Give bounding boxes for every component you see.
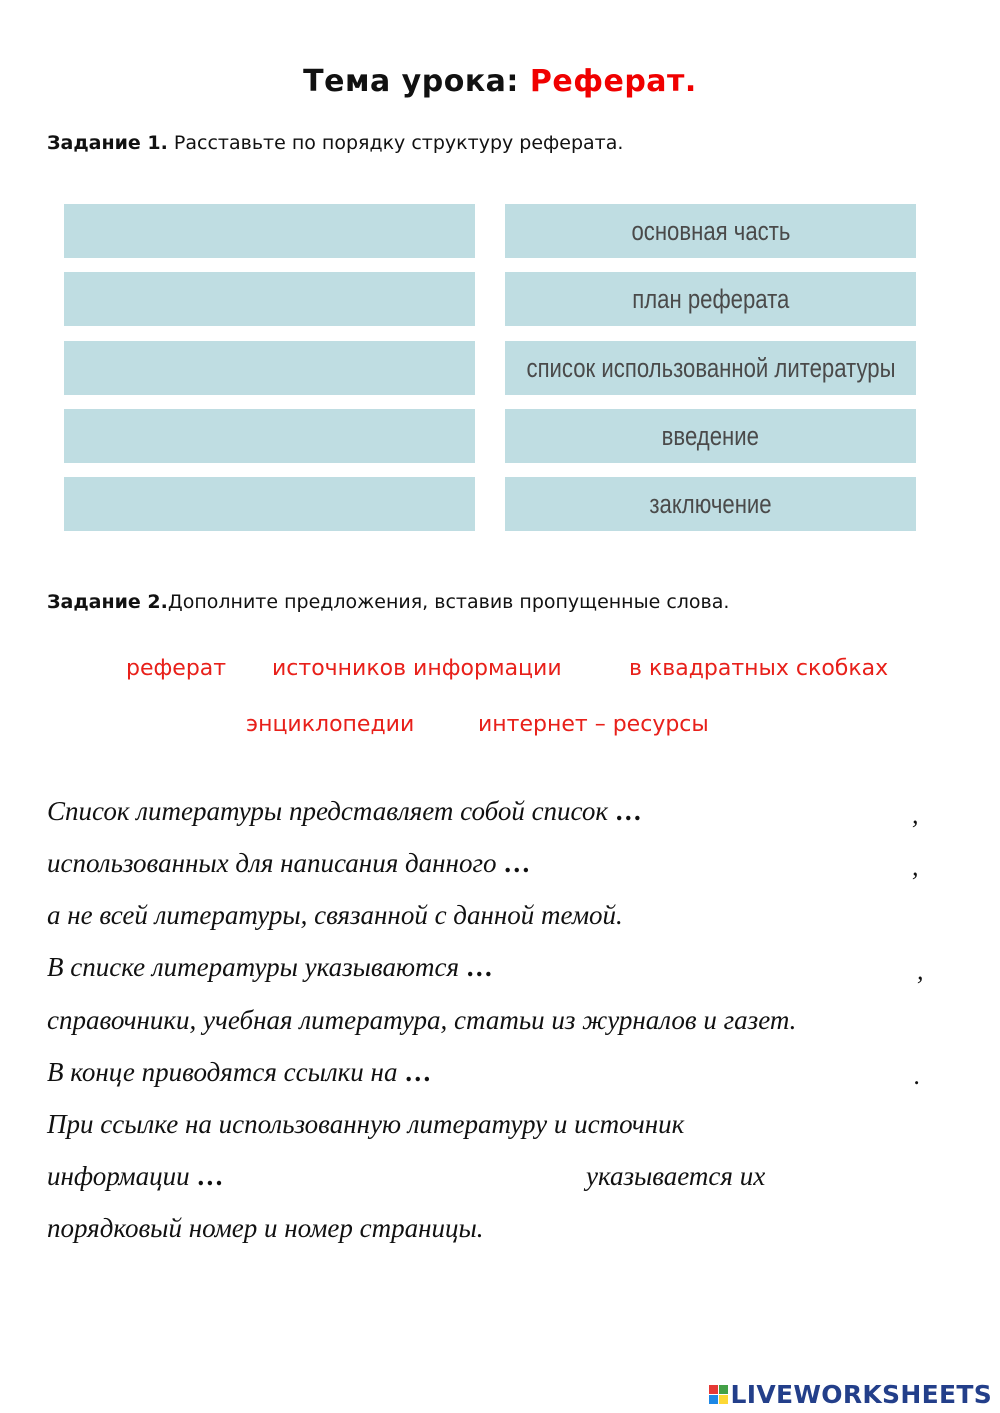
option-card-conclusion[interactable] [505, 477, 916, 531]
sentence-line-1 [47, 796, 642, 827]
option-label: заключение [649, 488, 772, 519]
option-label: введение [661, 420, 760, 451]
option-label: список использованной литературы [526, 352, 895, 383]
blank-marker: … [503, 848, 531, 878]
sentence-line-8-end: указывается их [586, 1161, 766, 1191]
blank-marker: … [465, 952, 493, 982]
blank-marker: … [614, 796, 642, 826]
sentence-line-5: справочники, учебная литература, статьи из журналов и газет. [47, 1005, 797, 1035]
option-card-bibliography[interactable] [505, 341, 916, 395]
sentence-line-6 [47, 1057, 431, 1088]
sentence-line-9: порядковый номер и номер страницы. [47, 1213, 484, 1243]
word-bank-item: энциклопедии [246, 712, 415, 737]
logo-square [709, 1395, 718, 1404]
comma: , [912, 852, 919, 881]
logo-square [709, 1385, 718, 1394]
blank-marker: … [196, 1161, 224, 1191]
drop-slot-4[interactable] [64, 409, 475, 463]
period: . [914, 1061, 921, 1090]
sentence-line-8 [47, 1161, 223, 1192]
sentence-text: В списке литературы указываются [47, 952, 460, 982]
title-prefix: Тема урока: [303, 64, 519, 99]
drop-slot-1[interactable] [64, 204, 475, 258]
task2-heading [47, 591, 729, 613]
word-bank-item: в квадратных скобках [629, 656, 889, 681]
sentence-line-2 [47, 848, 530, 879]
task2-label: Задание 2. [47, 591, 168, 613]
logo-mark-icon [709, 1385, 728, 1404]
liveworksheets-logo [709, 1380, 992, 1409]
logo-square [719, 1395, 728, 1404]
sentence-text: В конце приводятся ссылки на [47, 1057, 398, 1087]
word-bank-item: интернет – ресурсы [478, 712, 709, 737]
logo-text: LIVEWORKSHEETS [730, 1380, 992, 1409]
drop-slot-2[interactable] [64, 272, 475, 326]
task2-text: Дополните предложения, вставив пропущенные слова. [167, 591, 730, 613]
logo-square [719, 1385, 728, 1394]
sentence-line-4 [47, 952, 493, 983]
comma: , [912, 800, 919, 829]
option-card-introduction[interactable] [505, 409, 916, 463]
title-accent: Реферат. [529, 64, 697, 99]
option-label: план реферата [631, 283, 790, 314]
drop-slot-5[interactable] [64, 477, 475, 531]
sentence-text: использованных для написания данного [47, 848, 497, 878]
page-title [0, 64, 1000, 99]
blank-marker: … [404, 1057, 432, 1087]
task1-text: Расставьте по порядку структуру реферата. [173, 132, 624, 154]
comma: , [917, 956, 924, 985]
word-bank-item: реферат [126, 656, 227, 681]
task1-heading [47, 132, 623, 154]
option-card-main-part[interactable] [505, 204, 916, 258]
sentence-text: информации [47, 1161, 190, 1191]
sentence-line-7: При ссылке на использованную литературу и источник [47, 1109, 685, 1139]
sentence-line-3: а не всей литературы, связанной с данной темой. [47, 900, 623, 930]
drop-slot-3[interactable] [64, 341, 475, 395]
word-bank-item: источников информации [272, 656, 562, 681]
task1-label: Задание 1. [47, 132, 168, 154]
option-label: основная часть [631, 215, 790, 246]
sentence-text: Список литературы представляет собой список [47, 796, 609, 826]
option-card-plan[interactable] [505, 272, 916, 326]
